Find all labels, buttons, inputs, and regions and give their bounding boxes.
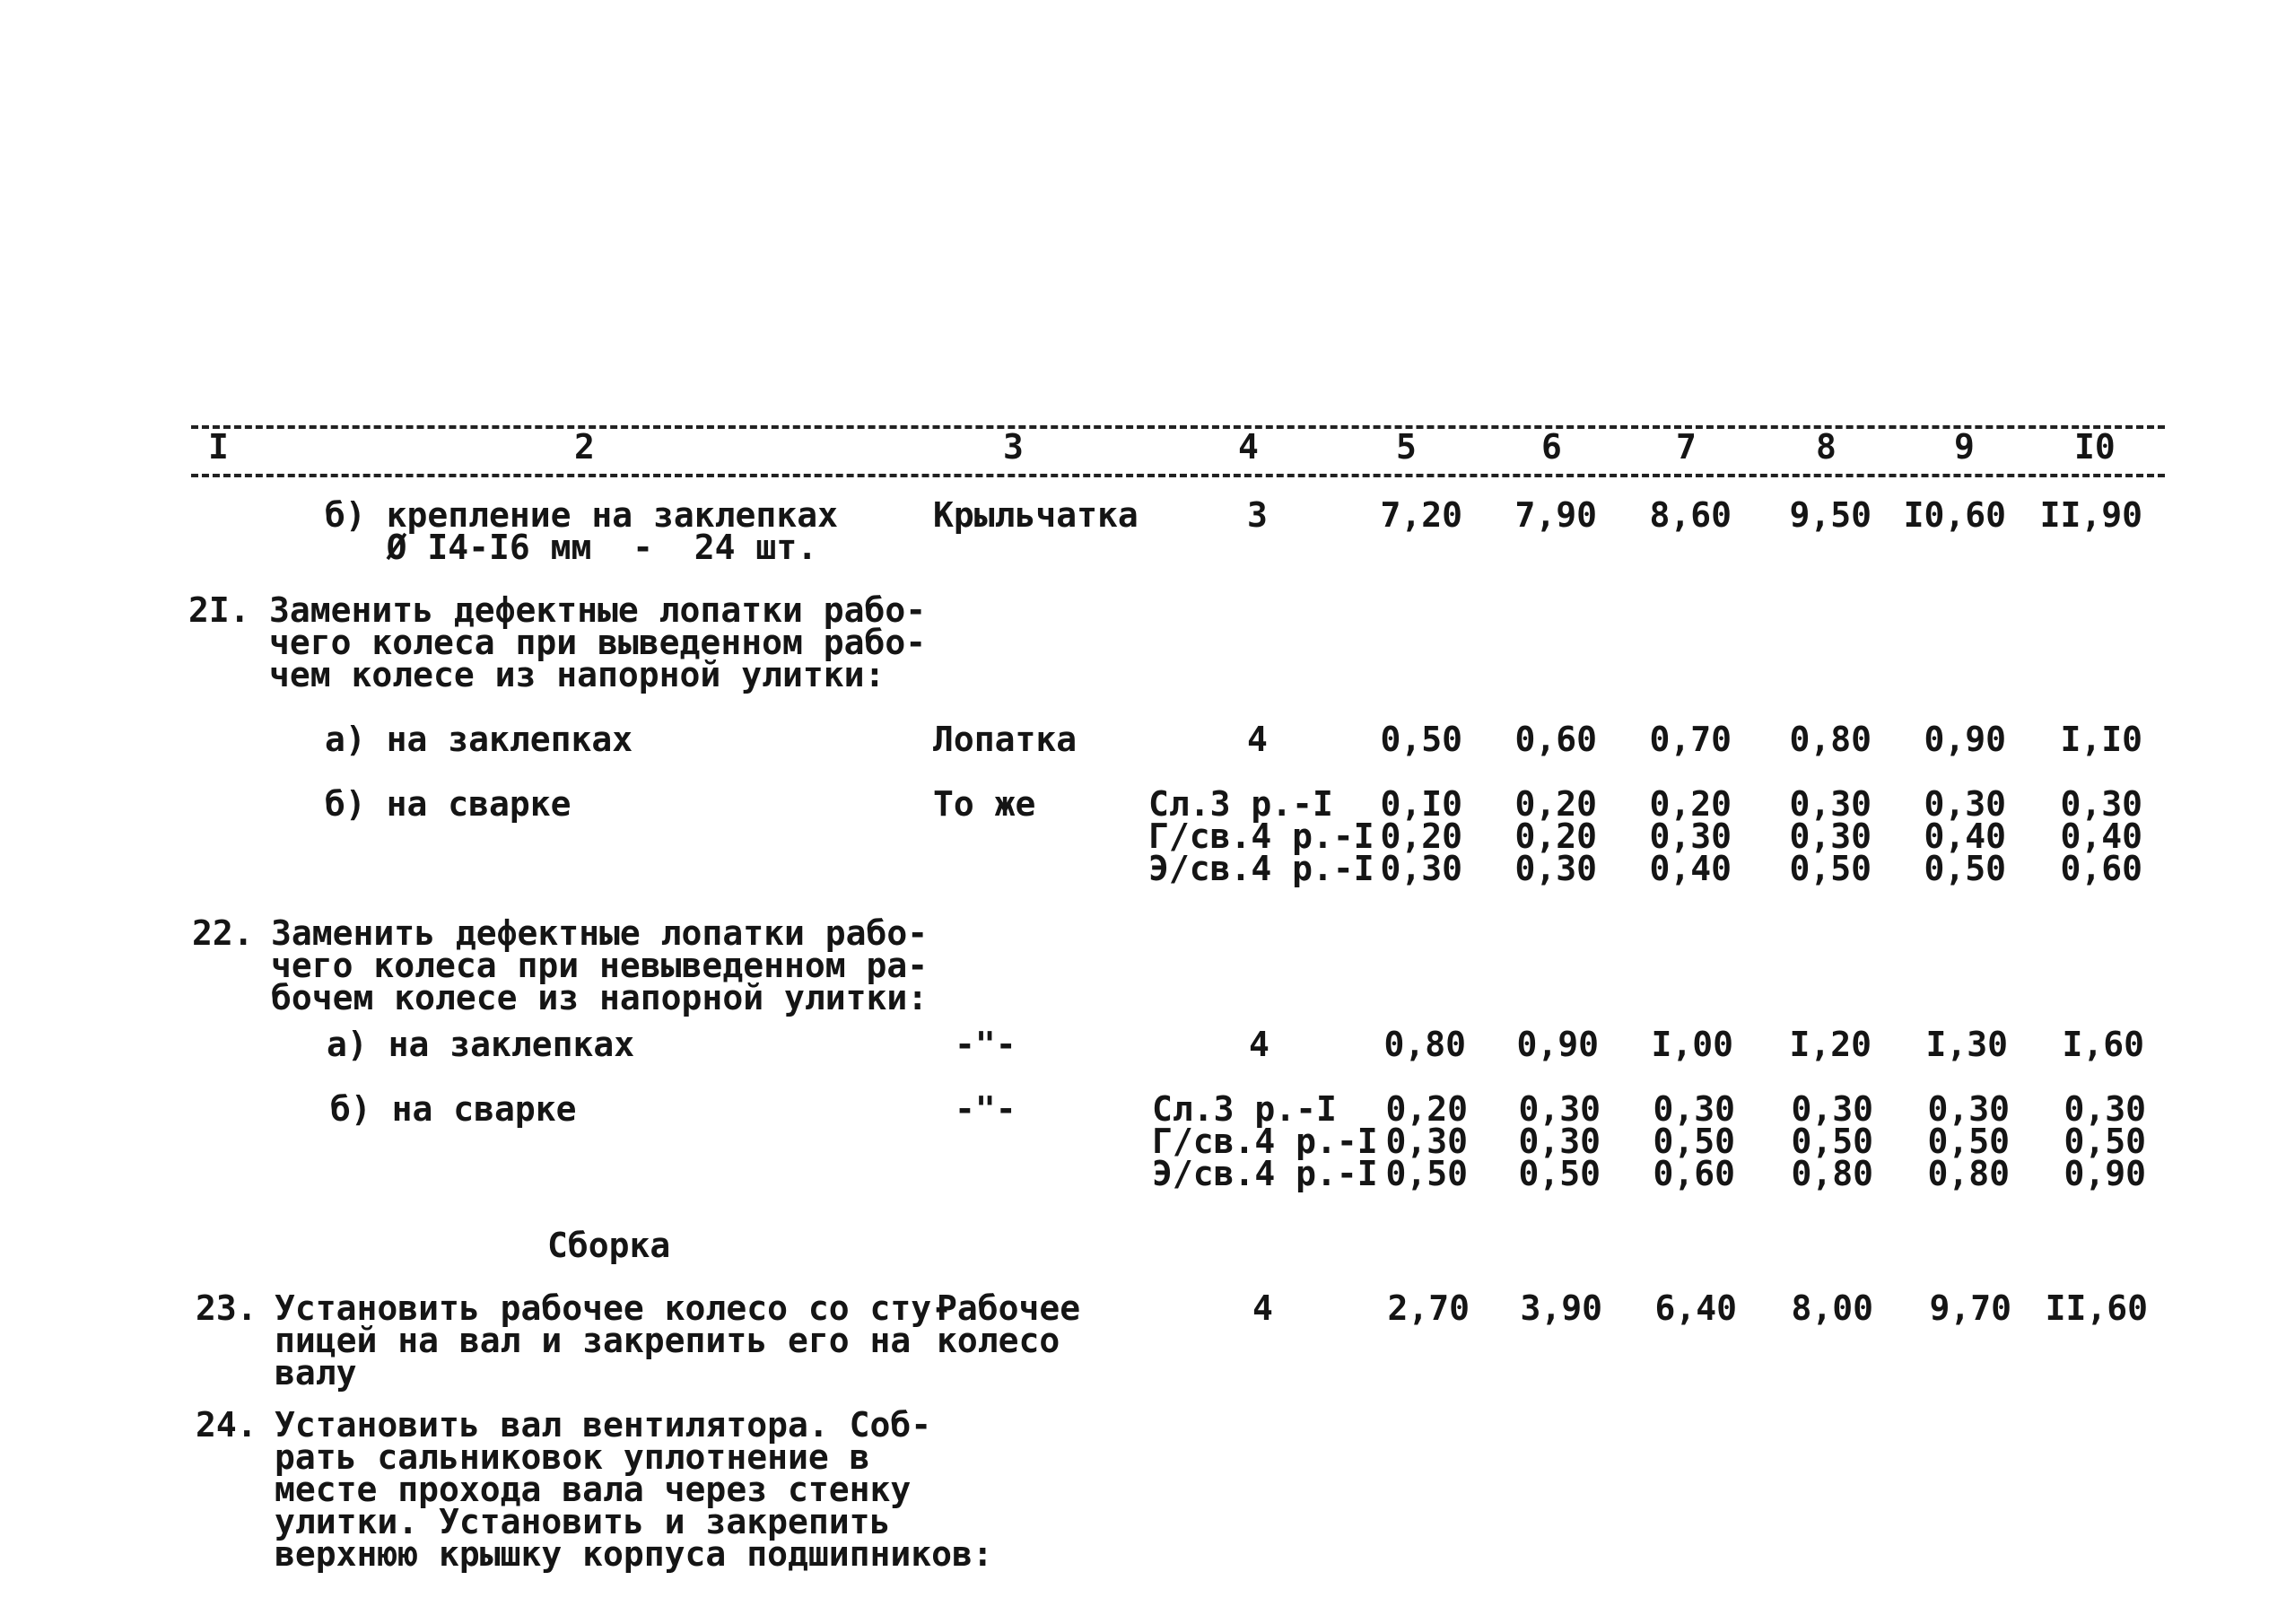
- row-v7: 8,60: [1649, 495, 1732, 535]
- row-v10: I,60: [2062, 1025, 2144, 1064]
- row-grade: 4: [1252, 1288, 1273, 1328]
- row-part: -"-: [955, 1089, 1016, 1129]
- row-part: Лопатка: [933, 720, 1078, 759]
- row-v8: 0,30 0,30 0,50: [1789, 784, 1872, 888]
- col-header-4: 4: [1238, 427, 1259, 467]
- row-v10: I,I0: [2060, 720, 2142, 759]
- row-text: Установить вал вентилятора. Соб- рать сальниковок уплотнение в месте прохода вала через стенку улитки. Установить и закрепить верхнюю крышку корпуса подшипников:: [275, 1405, 993, 1574]
- row-grade: Сл.3 р.-I Г/св.4 р.-I Э/св.4 р.-I: [1148, 784, 1374, 888]
- row-part: Крыльчатка: [933, 495, 1139, 535]
- row-v10: 0,30 0,40 0,60: [2060, 784, 2142, 888]
- row-v9: 0,30 0,50 0,80: [1927, 1089, 2010, 1193]
- row-v9: I,30: [1925, 1025, 2008, 1064]
- row-v9: 0,90: [1924, 720, 2006, 759]
- row-v6: 0,30 0,30 0,50: [1518, 1089, 1601, 1193]
- row-number: 24.: [196, 1405, 257, 1445]
- col-header-7: 7: [1676, 427, 1697, 467]
- col-header-8: 8: [1816, 427, 1837, 467]
- row-v9: I0,60: [1903, 495, 2006, 535]
- row-grade: Сл.3 р.-I Г/св.4 р.-I Э/св.4 р.-I: [1152, 1089, 1378, 1193]
- row-text: а) на заклепках: [327, 1025, 635, 1064]
- row-text: б) крепление на заклепках Ø I4-I6 мм - 24 шт.: [325, 495, 838, 567]
- section-heading: Сборка: [547, 1226, 671, 1265]
- row-v9: 0,30 0,40 0,50: [1924, 784, 2006, 888]
- header-dashed-rule: [191, 425, 2165, 429]
- header-underline: [191, 474, 2165, 477]
- row-text: б) на сварке: [330, 1089, 577, 1129]
- row-v8: 0,80: [1789, 720, 1872, 759]
- row-v6: 0,90: [1516, 1025, 1599, 1064]
- row-v10: 0,30 0,50 0,90: [2064, 1089, 2146, 1193]
- row-number: 22.: [192, 913, 254, 953]
- row-v8: 0,30 0,50 0,80: [1791, 1089, 1873, 1193]
- col-header-5: 5: [1396, 427, 1417, 467]
- row-v7: 6,40: [1654, 1288, 1737, 1328]
- row-v10: II,90: [2039, 495, 2142, 535]
- row-v10: II,60: [2045, 1288, 2148, 1328]
- row-grade: 3: [1247, 495, 1268, 535]
- row-text: Заменить дефектные лопатки рабо- чего колеса при невыведенном ра- бочем колесе из напорной улитки:: [271, 913, 929, 1017]
- row-part: То же: [933, 784, 1036, 824]
- row-v8: 9,50: [1789, 495, 1872, 535]
- col-header-1: I: [208, 427, 229, 467]
- row-part: Рабочее колесо: [937, 1288, 1081, 1360]
- row-v6: 7,90: [1514, 495, 1597, 535]
- row-v5: 0,20 0,30 0,50: [1385, 1089, 1468, 1193]
- row-v7: 0,70: [1649, 720, 1732, 759]
- row-text: б) на сварке: [325, 784, 572, 824]
- row-v7: I,00: [1651, 1025, 1733, 1064]
- row-v6: 0,20 0,20 0,30: [1514, 784, 1597, 888]
- row-v6: 0,60: [1514, 720, 1597, 759]
- row-v5: 2,70: [1387, 1288, 1470, 1328]
- col-header-10: I0: [2074, 427, 2116, 467]
- row-text: Заменить дефектные лопатки рабо- чего колеса при выведенном рабо- чем колесе из напорной улитки:: [269, 590, 927, 694]
- row-v6: 3,90: [1520, 1288, 1602, 1328]
- row-text: а) на заклепках: [325, 720, 633, 759]
- row-v5: 0,80: [1383, 1025, 1466, 1064]
- row-number: 2I.: [188, 590, 250, 630]
- row-v5: 7,20: [1380, 495, 1462, 535]
- col-header-2: 2: [574, 427, 595, 467]
- col-header-3: 3: [1003, 427, 1024, 467]
- row-v7: 0,30 0,50 0,60: [1653, 1089, 1735, 1193]
- row-v8: I,20: [1789, 1025, 1872, 1064]
- row-number: 23.: [196, 1288, 257, 1328]
- row-v8: 8,00: [1791, 1288, 1873, 1328]
- row-part: -"-: [955, 1025, 1016, 1064]
- row-v5: 0,50: [1380, 720, 1462, 759]
- col-header-6: 6: [1541, 427, 1562, 467]
- row-v9: 9,70: [1929, 1288, 2011, 1328]
- row-v5: 0,I0 0,20 0,30: [1380, 784, 1462, 888]
- row-text: Установить рабочее колесо со сту- пицей на вал и закрепить его на валу: [275, 1288, 952, 1393]
- row-v7: 0,20 0,30 0,40: [1649, 784, 1732, 888]
- row-grade: 4: [1249, 1025, 1270, 1064]
- row-grade: 4: [1247, 720, 1268, 759]
- col-header-9: 9: [1954, 427, 1975, 467]
